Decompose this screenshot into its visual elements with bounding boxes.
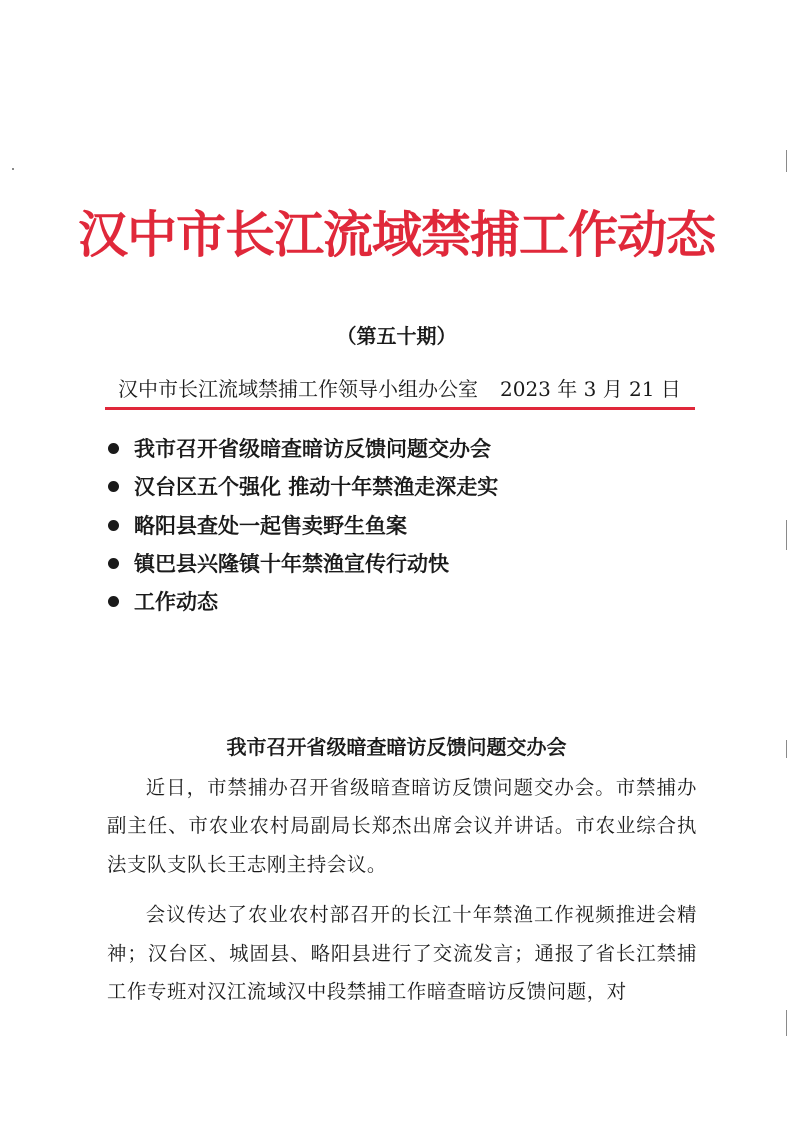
bullet-icon: [108, 596, 119, 607]
scan-speck: [12, 168, 14, 170]
scan-edge-mark: [786, 150, 787, 172]
issue-number: （第五十期）: [336, 324, 457, 348]
publish-date: 2023 年 3 月 21 日: [500, 377, 681, 401]
article-paragraph: 会议传达了农业农村部召开的长江十年禁渔工作视频推进会精神；汉台区、城固县、略阳县进行了交流发言；通报了省长江禁捕工作专班对汉江流域汉中段禁捕工作暗查暗访反馈问题，对: [107, 903, 697, 1004]
toc-item-label: 我市召开省级暗查暗访反馈问题交办会: [134, 436, 491, 461]
masthead-title: 汉中市长江流域禁捕工作动态: [78, 205, 715, 264]
toc-item-label: 工作动态: [134, 589, 218, 615]
toc-item: [108, 545, 498, 583]
toc-item: [108, 507, 498, 545]
toc-item: [108, 430, 498, 468]
article-body: [107, 769, 697, 1011]
bullet-icon: [108, 481, 119, 492]
scan-edge-mark: [786, 1010, 787, 1036]
article-title: 我市召开省级暗查暗访反馈问题交办会: [226, 735, 567, 759]
toc-item: [108, 468, 498, 506]
publisher-line: [118, 375, 681, 403]
scan-edge-mark: [786, 740, 787, 758]
table-of-contents: [108, 430, 498, 621]
toc-item: [108, 583, 498, 621]
red-divider: [105, 407, 695, 410]
bullet-icon: [108, 520, 119, 531]
bullet-icon: [108, 443, 119, 454]
toc-item-label: 略阳县查处一起售卖野生鱼案: [134, 512, 407, 538]
publisher-name: 汉中市长江流域禁捕工作领导小组办公室: [118, 377, 478, 401]
scan-edge-mark: [786, 520, 787, 550]
bullet-icon: [108, 558, 119, 569]
toc-item-label: 镇巴县兴隆镇十年禁渔宣传行动快: [134, 550, 449, 576]
toc-item-label: 汉台区五个强化 推动十年禁渔走深走实: [134, 474, 499, 500]
article-paragraph: 近日，市禁捕办召开省级暗查暗访反馈问题交办会。市禁捕办副主任、市农业农村局副局长郑杰出席会议并讲话。市农业综合执法支队支队长王志刚主持会议。: [107, 776, 697, 876]
